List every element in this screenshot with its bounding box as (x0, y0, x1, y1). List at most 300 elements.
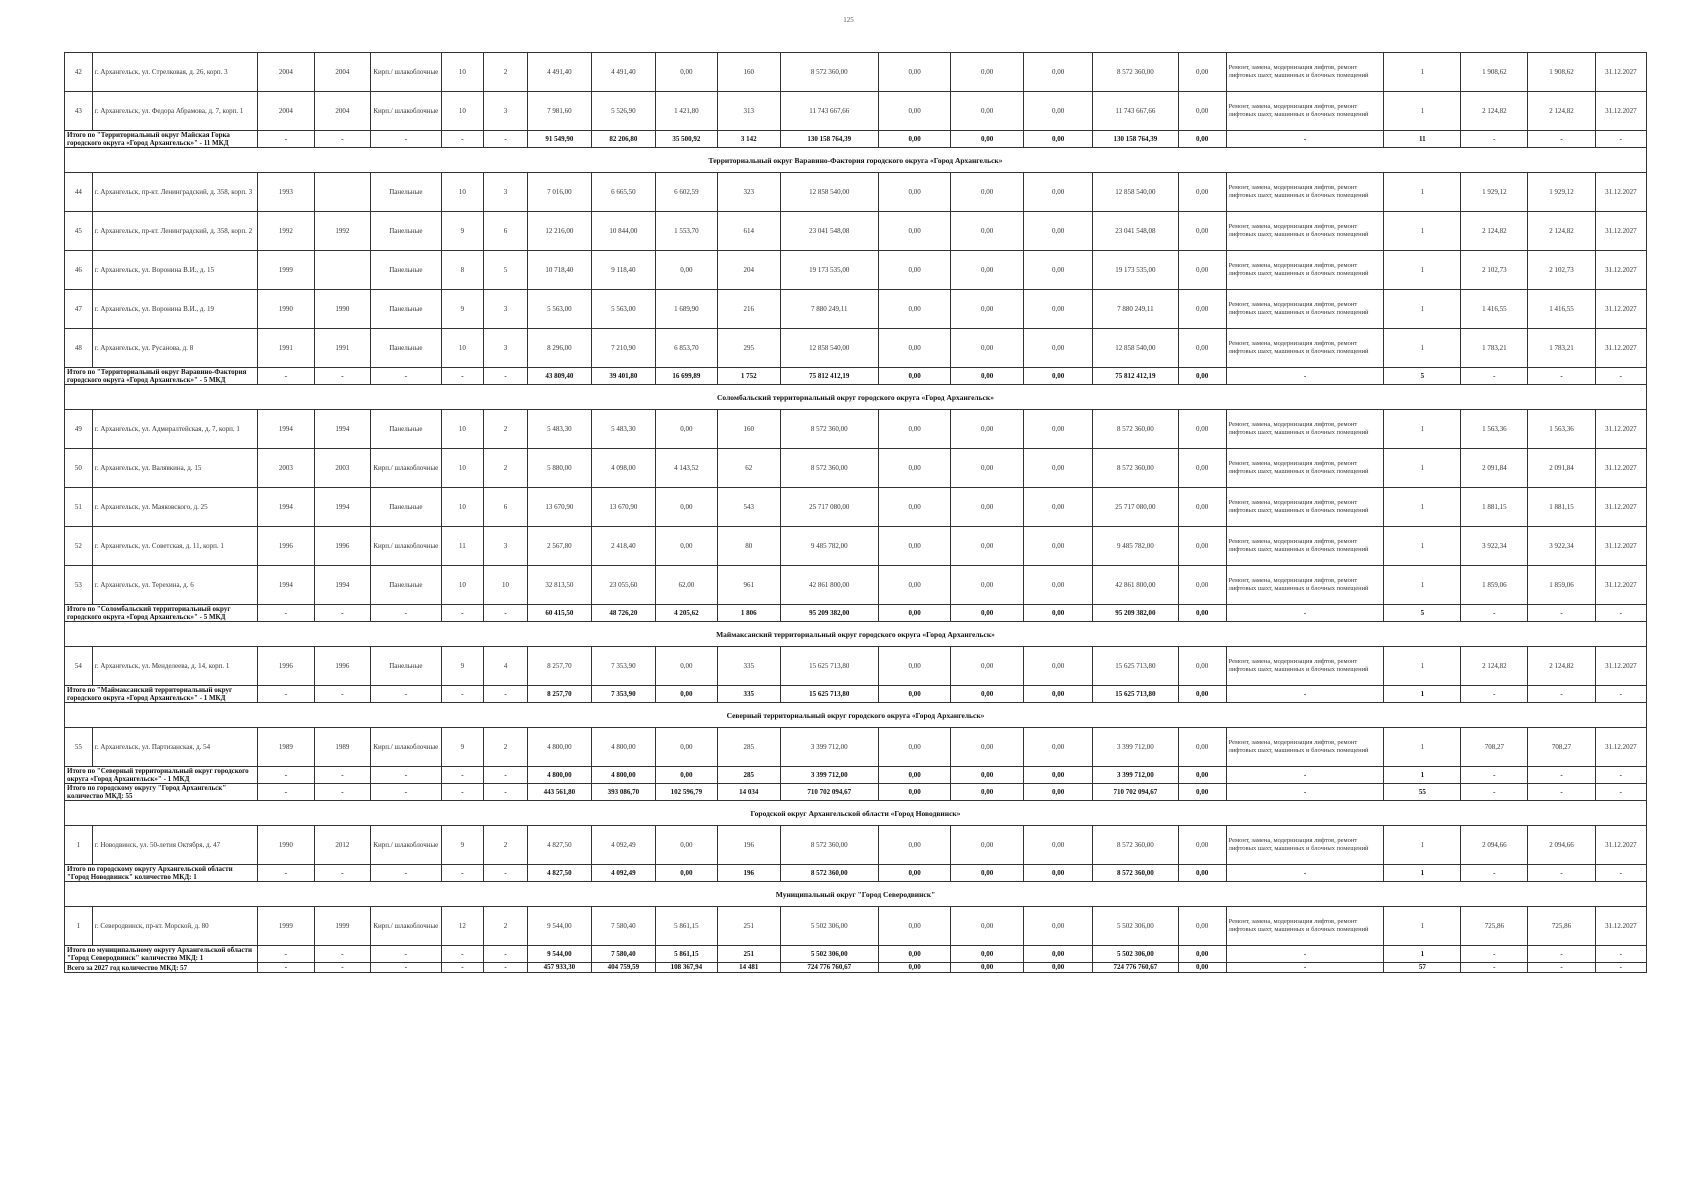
total-cell: - (1461, 963, 1528, 973)
table-row (65, 907, 1647, 946)
total-row (65, 131, 1647, 148)
table-cell: 5 880,00 (527, 449, 591, 488)
table-cell: 0,00 (655, 251, 717, 290)
table-cell: 10 (441, 53, 484, 92)
table-cell: 3 922,34 (1461, 527, 1528, 566)
table-cell: 0,00 (1023, 826, 1092, 865)
table-cell: 42 861 800,00 (780, 566, 878, 605)
table-cell: 1 908,62 (1528, 53, 1595, 92)
table-cell: 8 572 360,00 (1093, 53, 1178, 92)
total-cell: - (1528, 784, 1595, 801)
table-cell: 50 (65, 449, 93, 488)
table-cell: 23 041 548,08 (1093, 212, 1178, 251)
table-cell: 1 783,21 (1461, 329, 1528, 368)
table-cell: 10 844,00 (591, 212, 655, 251)
total-cell: - (314, 131, 371, 148)
total-cell: 5 861,15 (655, 946, 717, 963)
total-cell: 724 776 760,67 (1093, 963, 1178, 973)
total-cell: 48 726,20 (591, 605, 655, 622)
total-cell: - (1226, 605, 1384, 622)
total-cell: 7 353,90 (591, 686, 655, 703)
table-cell: 9 (441, 728, 484, 767)
table-cell: 0,00 (951, 53, 1024, 92)
table-cell: 251 (717, 907, 780, 946)
section-title: Соломбальский территориальный округ городского округа «Город Архангельск» (65, 385, 1647, 410)
total-cell: 3 142 (717, 131, 780, 148)
table-cell: 9 (441, 290, 484, 329)
total-cell: - (258, 131, 315, 148)
table-cell: 1 (1384, 410, 1461, 449)
table-cell: 2004 (258, 53, 315, 92)
table-cell: 1999 (258, 907, 315, 946)
total-cell: - (1528, 686, 1595, 703)
total-cell: 0,00 (878, 686, 951, 703)
table-cell: 0,00 (951, 92, 1024, 131)
work-type-cell: Ремонт, замена, модернизация лифтов, ремонт лифтовых шахт, машинных и блочных помещений (1226, 329, 1384, 368)
table-cell: 10 (441, 329, 484, 368)
total-cell: 0,00 (951, 605, 1024, 622)
address-cell: г. Архангельск, пр-кт. Ленинградский, д. 358, корп. 3 (92, 173, 257, 212)
total-cell: - (371, 963, 441, 973)
table-cell: 0,00 (1178, 173, 1226, 212)
table-cell: 2 102,73 (1528, 251, 1595, 290)
table-cell: Кирп./ шлакоблочные (371, 728, 441, 767)
table-cell: 2 124,82 (1461, 92, 1528, 131)
table-cell: 2 (484, 53, 528, 92)
table-cell: 708,27 (1461, 728, 1528, 767)
total-cell: 9 544,00 (527, 946, 591, 963)
table-cell: 0,00 (1178, 251, 1226, 290)
table-cell: 0,00 (1023, 212, 1092, 251)
work-type-cell: Ремонт, замена, модернизация лифтов, ремонт лифтовых шахт, машинных и блочных помещений (1226, 251, 1384, 290)
table-cell: 3 399 712,00 (1093, 728, 1178, 767)
table-cell: 5 526,90 (591, 92, 655, 131)
total-cell: 0,00 (655, 767, 717, 784)
work-type-cell: Ремонт, замена, модернизация лифтов, ремонт лифтовых шахт, машинных и блочных помещений (1226, 173, 1384, 212)
table-cell: 2 091,84 (1461, 449, 1528, 488)
total-cell: - (441, 131, 484, 148)
table-cell: 3 (484, 92, 528, 131)
table-cell: 614 (717, 212, 780, 251)
total-cell: 0,00 (951, 963, 1024, 973)
table-cell: 0,00 (1178, 527, 1226, 566)
table-cell: 31.12.2027 (1595, 329, 1646, 368)
table-cell: 31.12.2027 (1595, 92, 1646, 131)
table-cell: 3 (484, 173, 528, 212)
address-cell: г. Архангельск, ул. Партизанская, д. 54 (92, 728, 257, 767)
table-cell: 51 (65, 488, 93, 527)
table-cell: 0,00 (1178, 290, 1226, 329)
table-cell: 5 (484, 251, 528, 290)
table-cell: 47 (65, 290, 93, 329)
total-cell: - (1528, 767, 1595, 784)
table-cell: 9 485 782,00 (780, 527, 878, 566)
total-cell: 75 812 412,19 (780, 368, 878, 385)
table-cell: 1 (1384, 212, 1461, 251)
table-cell: 1994 (258, 488, 315, 527)
table-cell: 2 124,82 (1528, 212, 1595, 251)
section-title: Северный территориальный округ городского округа «Город Архангельск» (65, 703, 1647, 728)
table-cell: Панельные (371, 566, 441, 605)
table-row (65, 647, 1647, 686)
total-cell: 102 596,79 (655, 784, 717, 801)
total-cell: 393 086,70 (591, 784, 655, 801)
total-cell: 15 625 713,80 (1093, 686, 1178, 703)
section-header-row (65, 801, 1647, 826)
table-cell: 0,00 (1023, 647, 1092, 686)
work-type-cell: Ремонт, замена, модернизация лифтов, ремонт лифтовых шахт, машинных и блочных помещений (1226, 647, 1384, 686)
table-cell: 1999 (314, 907, 371, 946)
table-cell: 725,86 (1461, 907, 1528, 946)
table-cell: 0,00 (1023, 53, 1092, 92)
table-cell: 0,00 (878, 290, 951, 329)
total-cell: 0,00 (1023, 784, 1092, 801)
total-cell: - (441, 686, 484, 703)
table-cell: 3 (484, 527, 528, 566)
total-label: Итого по "Соломбальский территориальный округ городского округа «Город Архангельск»" - 5 МКД (65, 605, 258, 622)
table-cell: 0,00 (878, 212, 951, 251)
table-cell: 31.12.2027 (1595, 251, 1646, 290)
table-row (65, 290, 1647, 329)
total-label: Итого по "Северный территориальный округ городского округа «Город Архангельск»" - 1 МКД (65, 767, 258, 784)
total-cell: 130 158 764,39 (780, 131, 878, 148)
work-type-cell: Ремонт, замена, модернизация лифтов, ремонт лифтовых шахт, машинных и блочных помещений (1226, 290, 1384, 329)
table-cell: 5 563,00 (527, 290, 591, 329)
work-type-cell: Ремонт, замена, модернизация лифтов, ремонт лифтовых шахт, машинных и блочных помещений (1226, 527, 1384, 566)
table-cell: 31.12.2027 (1595, 53, 1646, 92)
table-cell: 6 602,59 (655, 173, 717, 212)
table-cell: 1992 (314, 212, 371, 251)
table-cell: Кирп./ шлакоблочные (371, 449, 441, 488)
table-cell: 0,00 (1178, 488, 1226, 527)
table-cell: 2 094,66 (1528, 826, 1595, 865)
total-cell: - (1226, 963, 1384, 973)
total-cell: - (1226, 946, 1384, 963)
table-cell: 8 572 360,00 (780, 410, 878, 449)
table-cell: 4 800,00 (591, 728, 655, 767)
table-cell: 2 418,40 (591, 527, 655, 566)
table-cell: 1990 (258, 290, 315, 329)
total-cell: 7 580,40 (591, 946, 655, 963)
total-label: Итого по городскому округу "Город Архангельск" количество МКД: 55 (65, 784, 258, 801)
table-cell: 1 859,06 (1528, 566, 1595, 605)
table-cell: 6 (484, 212, 528, 251)
table-cell: 0,00 (1023, 488, 1092, 527)
total-cell: - (314, 784, 371, 801)
total-cell: - (484, 946, 528, 963)
table-cell: 1 421,80 (655, 92, 717, 131)
table-cell: 2 (484, 907, 528, 946)
work-type-cell: Ремонт, замена, модернизация лифтов, ремонт лифтовых шахт, машинных и блочных помещений (1226, 92, 1384, 131)
table-cell: 313 (717, 92, 780, 131)
table-cell: 3 399 712,00 (780, 728, 878, 767)
total-cell: - (1595, 368, 1646, 385)
table-cell: 1999 (258, 251, 315, 290)
total-cell: - (314, 963, 371, 973)
total-cell: 710 702 094,67 (1093, 784, 1178, 801)
total-cell: - (314, 686, 371, 703)
table-cell: 285 (717, 728, 780, 767)
table-row (65, 173, 1647, 212)
total-cell: 3 399 712,00 (1093, 767, 1178, 784)
total-cell: - (371, 767, 441, 784)
table-cell: 1 (1384, 449, 1461, 488)
total-cell: 91 549,90 (527, 131, 591, 148)
table-cell: 2004 (314, 53, 371, 92)
table-cell: Кирп./ шлакоблочные (371, 907, 441, 946)
total-label: Итого по "Маймаксанский территориальный округ городского округа «Город Архангельск»" - 1 МКД (65, 686, 258, 703)
table-cell: 2 (484, 728, 528, 767)
table-cell: 0,00 (951, 488, 1024, 527)
table-cell: 13 670,90 (527, 488, 591, 527)
table-cell: Панельные (371, 290, 441, 329)
table-cell: 9 485 782,00 (1093, 527, 1178, 566)
table-cell: 31.12.2027 (1595, 212, 1646, 251)
table-cell: 204 (717, 251, 780, 290)
table-cell: 0,00 (878, 329, 951, 368)
table-cell: 10 (441, 566, 484, 605)
total-cell: 335 (717, 686, 780, 703)
table-cell: 4 092,49 (591, 826, 655, 865)
total-cell: 443 561,80 (527, 784, 591, 801)
table-cell: 0,00 (951, 826, 1024, 865)
total-cell: 0,00 (1023, 865, 1092, 882)
address-cell: г. Архангельск, ул. Стрелковая, д. 26, корп. 3 (92, 53, 257, 92)
table-cell: 42 (65, 53, 93, 92)
total-cell: 4 092,49 (591, 865, 655, 882)
total-cell: - (258, 368, 315, 385)
total-cell: 11 (1384, 131, 1461, 148)
total-cell: - (258, 865, 315, 882)
table-cell: 1 (65, 826, 93, 865)
table-cell: 2004 (314, 92, 371, 131)
table-cell: 0,00 (951, 290, 1024, 329)
table-cell: 48 (65, 329, 93, 368)
total-cell: 0,00 (951, 946, 1024, 963)
table-cell: Кирп./ шлакоблочные (371, 826, 441, 865)
total-label: Итого по "Территориальный округ Майская Горка городского округа «Город Архангельск»" - 11 МКД (65, 131, 258, 148)
total-cell: 8 572 360,00 (780, 865, 878, 882)
table-cell: 1989 (314, 728, 371, 767)
table-cell: 1 (65, 907, 93, 946)
total-cell: - (1226, 784, 1384, 801)
total-cell: - (1595, 865, 1646, 882)
table-cell: 5 563,00 (591, 290, 655, 329)
table-cell: 2 567,80 (527, 527, 591, 566)
table-cell: 1 (1384, 92, 1461, 131)
total-cell: 0,00 (1178, 686, 1226, 703)
table-cell: 0,00 (1178, 449, 1226, 488)
total-cell: - (1595, 946, 1646, 963)
table-cell: 1 (1384, 173, 1461, 212)
table-cell: 2 (484, 826, 528, 865)
table-cell: 0,00 (1023, 566, 1092, 605)
total-cell: - (484, 963, 528, 973)
table-cell: 0,00 (1023, 329, 1092, 368)
total-cell: 0,00 (878, 605, 951, 622)
total-cell: - (484, 767, 528, 784)
table-cell: 3 922,34 (1528, 527, 1595, 566)
table-cell (314, 251, 371, 290)
table-cell: 31.12.2027 (1595, 826, 1646, 865)
total-cell: 5 502 306,00 (780, 946, 878, 963)
table-cell: 9 118,40 (591, 251, 655, 290)
page-number: 125 (843, 16, 854, 24)
total-cell: - (258, 963, 315, 973)
total-cell: - (484, 865, 528, 882)
table-cell: 2 094,66 (1461, 826, 1528, 865)
table-row (65, 251, 1647, 290)
table-cell: 0,00 (1178, 410, 1226, 449)
table-cell: 160 (717, 410, 780, 449)
table-cell: Панельные (371, 647, 441, 686)
table-cell: 1990 (314, 290, 371, 329)
total-label: Итого по городскому округу Архангельской области "Город Новодвинск" количество МКД: 1 (65, 865, 258, 882)
table-cell: 1 (1384, 251, 1461, 290)
table-row (65, 527, 1647, 566)
table-cell: 1 859,06 (1461, 566, 1528, 605)
address-cell: г. Архангельск, пр-кт. Ленинградский, д. 358, корп. 2 (92, 212, 257, 251)
total-cell: - (484, 686, 528, 703)
table-cell: 0,00 (878, 251, 951, 290)
table-cell: 1 563,36 (1528, 410, 1595, 449)
total-cell: - (1528, 605, 1595, 622)
total-cell: - (441, 767, 484, 784)
table-cell: 23 041 548,08 (780, 212, 878, 251)
table-cell: 1 929,12 (1461, 173, 1528, 212)
total-row (65, 784, 1647, 801)
table-cell: 1 689,90 (655, 290, 717, 329)
total-cell: 108 367,94 (655, 963, 717, 973)
table-cell: 1 783,21 (1528, 329, 1595, 368)
total-cell: - (441, 963, 484, 973)
total-cell: 60 415,50 (527, 605, 591, 622)
table-cell: 25 717 080,00 (780, 488, 878, 527)
total-cell: - (1226, 767, 1384, 784)
total-cell: 82 206,80 (591, 131, 655, 148)
table-cell: Панельные (371, 251, 441, 290)
total-cell: 4 800,00 (591, 767, 655, 784)
table-cell: 543 (717, 488, 780, 527)
total-cell: - (1226, 131, 1384, 148)
table-cell: 1996 (258, 527, 315, 566)
total-cell: - (441, 368, 484, 385)
total-cell: 15 625 713,80 (780, 686, 878, 703)
total-cell: - (1461, 767, 1528, 784)
table-cell: 31.12.2027 (1595, 566, 1646, 605)
table-cell: 0,00 (878, 173, 951, 212)
work-type-cell: Ремонт, замена, модернизация лифтов, ремонт лифтовых шахт, машинных и блочных помещений (1226, 907, 1384, 946)
total-cell: - (371, 865, 441, 882)
total-cell: 0,00 (951, 368, 1024, 385)
table-cell: 9 544,00 (527, 907, 591, 946)
work-type-cell: Ремонт, замена, модернизация лифтов, ремонт лифтовых шахт, машинных и блочных помещений (1226, 449, 1384, 488)
total-cell: - (371, 368, 441, 385)
table-cell: 1 (1384, 566, 1461, 605)
table-cell: 2 124,82 (1461, 647, 1528, 686)
total-cell: - (441, 605, 484, 622)
table-cell: 1 416,55 (1528, 290, 1595, 329)
total-cell: - (1461, 686, 1528, 703)
total-row (65, 946, 1647, 963)
table-cell: 53 (65, 566, 93, 605)
table-cell: 1 929,12 (1528, 173, 1595, 212)
total-cell: - (1528, 865, 1595, 882)
total-cell: 0,00 (1023, 131, 1092, 148)
section-header-row (65, 882, 1647, 907)
table-cell: 8 (441, 251, 484, 290)
table-cell: 0,00 (951, 449, 1024, 488)
total-cell: - (371, 946, 441, 963)
table-cell: 7 981,60 (527, 92, 591, 131)
table-cell: 160 (717, 53, 780, 92)
total-cell: 196 (717, 865, 780, 882)
table-cell: 0,00 (878, 527, 951, 566)
table-cell: 0,00 (1178, 728, 1226, 767)
total-cell: - (1595, 131, 1646, 148)
table-cell: 62 (717, 449, 780, 488)
table-cell: 0,00 (1023, 290, 1092, 329)
table-cell: 12 858 540,00 (780, 173, 878, 212)
table-cell: 7 353,90 (591, 647, 655, 686)
total-cell: 285 (717, 767, 780, 784)
total-cell: - (371, 131, 441, 148)
table-cell: 2 124,82 (1528, 647, 1595, 686)
table-cell: 1 (1384, 53, 1461, 92)
total-cell: 57 (1384, 963, 1461, 973)
address-cell: г. Архангельск, ул. Менделеева, д. 14, корп. 1 (92, 647, 257, 686)
table-cell: 5 502 306,00 (780, 907, 878, 946)
total-cell: 0,00 (878, 368, 951, 385)
section-title: Территориальный округ Варавино-Фактория городского округа «Город Архангельск» (65, 148, 1647, 173)
table-cell: 8 572 360,00 (780, 53, 878, 92)
table-cell: 0,00 (655, 488, 717, 527)
total-cell: - (258, 946, 315, 963)
table-cell: 1994 (258, 410, 315, 449)
total-cell: - (1461, 946, 1528, 963)
table-cell: 11 743 667,66 (1093, 92, 1178, 131)
table-cell: 8 572 360,00 (1093, 826, 1178, 865)
table-cell: 2004 (258, 92, 315, 131)
table-cell: Кирп./ шлакоблочные (371, 527, 441, 566)
total-cell: 4 827,50 (527, 865, 591, 882)
table-cell: 23 055,60 (591, 566, 655, 605)
total-cell: - (1461, 131, 1528, 148)
table-cell: 9 (441, 647, 484, 686)
total-cell: 3 399 712,00 (780, 767, 878, 784)
address-cell: г. Северодвинск, пр-кт. Морской, д. 80 (92, 907, 257, 946)
table-cell: 9 (441, 212, 484, 251)
total-cell: 4 800,00 (527, 767, 591, 784)
table-row (65, 410, 1647, 449)
table-cell: 1 (1384, 826, 1461, 865)
table-cell: 12 216,00 (527, 212, 591, 251)
table-cell: 0,00 (1178, 212, 1226, 251)
total-cell: 0,00 (1178, 946, 1226, 963)
total-cell: 0,00 (1023, 946, 1092, 963)
total-cell: - (1595, 605, 1646, 622)
total-cell: 14 481 (717, 963, 780, 973)
table-cell: Панельные (371, 212, 441, 251)
table-row (65, 566, 1647, 605)
total-cell: - (441, 946, 484, 963)
table-cell: Панельные (371, 410, 441, 449)
table-cell: 2 102,73 (1461, 251, 1528, 290)
table-cell: 1991 (314, 329, 371, 368)
work-type-cell: Ремонт, замена, модернизация лифтов, ремонт лифтовых шахт, машинных и блочных помещений (1226, 566, 1384, 605)
total-cell: 43 809,40 (527, 368, 591, 385)
table-cell: 0,00 (1023, 173, 1092, 212)
